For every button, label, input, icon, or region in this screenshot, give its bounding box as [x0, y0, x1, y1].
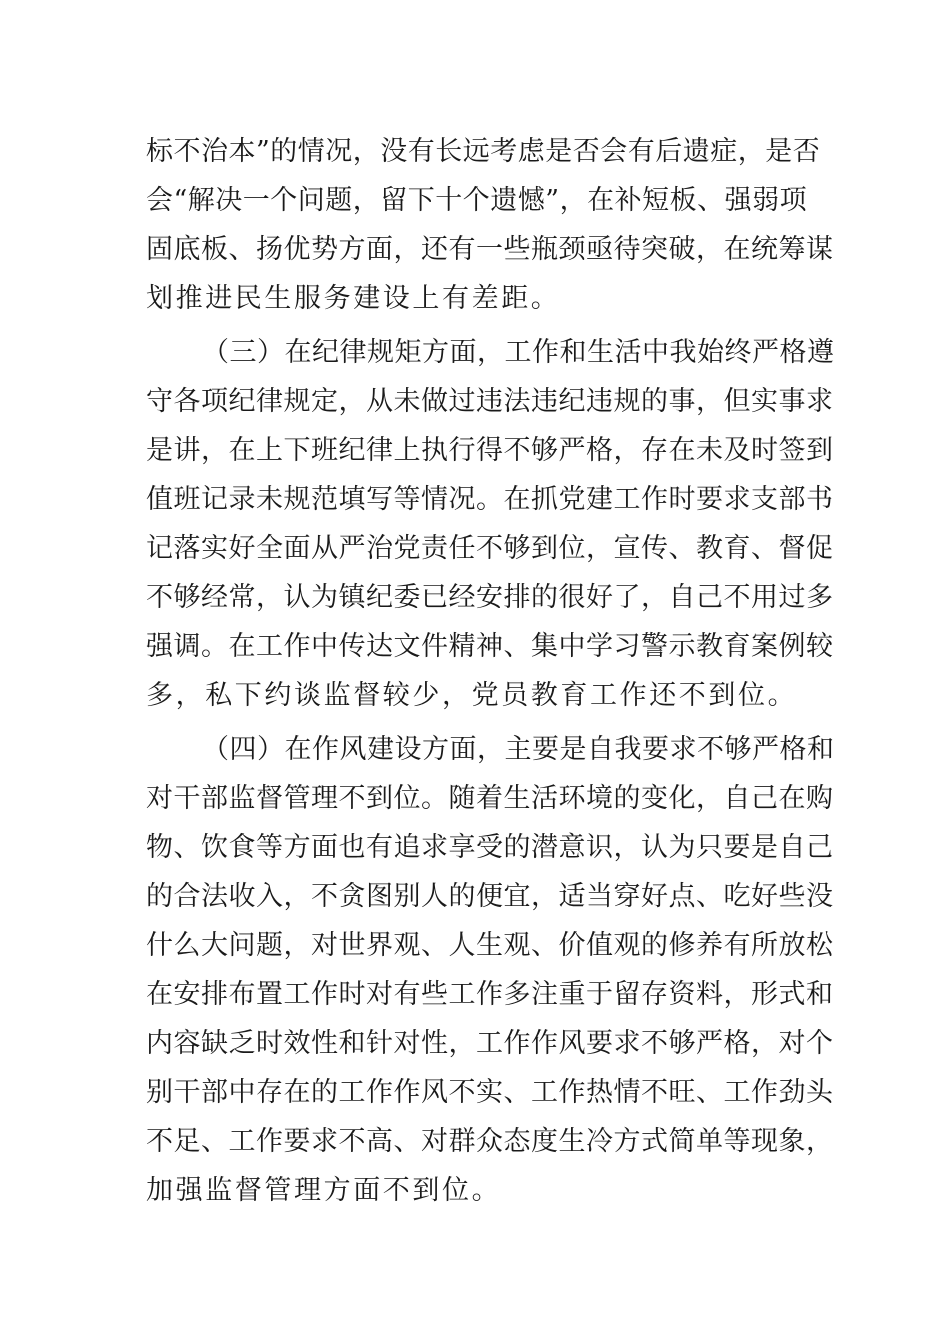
- text-line: 固底板、扬优势方面，还有一些瓶颈亟待突破，在统筹谋: [146, 234, 834, 265]
- text-line: 物、饮食等方面也有追求享受的潜意识，认为只要是自己: [146, 832, 834, 863]
- text-line: 内容缺乏时效性和针对性，工作作风要求不够严格，对个: [146, 1028, 834, 1059]
- text-line: 在安排布置工作时对有些工作多注重于留存资料，形式和: [146, 979, 834, 1010]
- text-line: 不足、工作要求不高、对群众态度生冷方式简单等现象，: [146, 1126, 834, 1157]
- text-line: 什么大问题，对世界观、人生观、价值观的修养有所放松: [146, 930, 834, 961]
- paragraph-heading-line: （三）在纪律规矩方面，工作和生活中我始终严格遵: [202, 337, 835, 368]
- text-line: 值班记录未规范填写等情况。在抓党建工作时要求支部书: [146, 484, 834, 515]
- text-line: 守各项纪律规定，从未做过违法违纪违规的事，但实事求: [146, 386, 834, 417]
- text-line: 记落实好全面从严治党责任不够到位，宣传、教育、督促: [146, 533, 834, 564]
- text-line: 别干部中存在的工作作风不实、工作热情不旺、工作劲头: [146, 1077, 834, 1108]
- text-line: 对干部监督管理不到位。随着生活环境的变化，自己在购: [146, 783, 834, 814]
- text-line: 多，私下约谈监督较少，党员教育工作还不到位。: [146, 680, 798, 711]
- text-line: 会“解决一个问题，留下十个遗憾”，在补短板、强弱项: [146, 185, 808, 216]
- text-line: 不够经常，认为镇纪委已经安排的很好了，自己不用过多: [146, 582, 834, 613]
- text-line: 标不治本”的情况，没有长远考虑是否会有后遗症，是否: [146, 136, 821, 167]
- text-line: 的合法收入，不贪图别人的便宜，适当穿好点、吃好些没: [146, 881, 834, 912]
- text-line: 强调。在工作中传达文件精神、集中学习警示教育案例较: [146, 631, 834, 662]
- paragraph-heading-line: （四）在作风建设方面，主要是自我要求不够严格和: [202, 734, 835, 765]
- text-line: 划推进民生服务建设上有差距。: [146, 283, 561, 314]
- text-line: 加强监督管理方面不到位。: [146, 1175, 502, 1206]
- text-line: 是讲，在上下班纪律上执行得不够严格，存在未及时签到: [146, 435, 834, 466]
